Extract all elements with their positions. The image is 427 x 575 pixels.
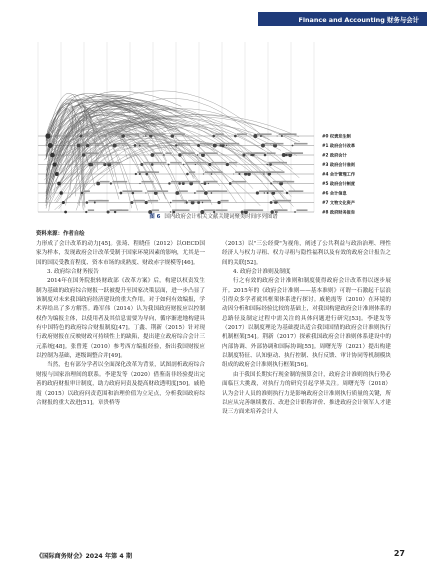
keyword-node (186, 173, 189, 176)
keyword-label-mark (125, 133, 139, 135)
keyword-node (77, 144, 81, 148)
keyword-label-mark (143, 162, 154, 164)
keyword-label-mark (185, 162, 200, 164)
keyword-node (86, 201, 89, 204)
keyword-node (140, 163, 143, 166)
left-paragraph-3: 当然，也有部分学者以全面深化改革为背景，试图剖析政府综合财报与国家治理间的联系。李建发等（2020）借鉴南非经验提出完善的政府财报审计制度，助力政府问责及提高财政透明度[50]。戚艳霞（2015）以政府问责范围和治理价值为立足点，分析我国政府综合财报的重大改进[51]。章贵桥等 (36, 362, 205, 406)
cluster-label: #2 政府会计 (322, 152, 347, 158)
cluster-label: #3 政府会计准则 (322, 162, 356, 167)
keyword-label-mark (194, 200, 208, 202)
keyword-node (171, 134, 175, 138)
keyword-node (208, 163, 211, 166)
keyword-node (211, 173, 213, 175)
figure-caption (0, 212, 427, 220)
keyword-node (178, 153, 181, 156)
keyword-label-mark (85, 152, 99, 154)
keyword-label-mark (200, 143, 213, 145)
figure-source: 资料来源：作者自绘 (36, 231, 85, 237)
keyword-label-mark (145, 133, 153, 135)
keyword-node (168, 164, 170, 166)
keyword-node (270, 183, 272, 185)
keyword-label-mark (147, 190, 160, 192)
keyword-label-mark (175, 209, 189, 211)
keyword-node (260, 135, 262, 137)
keyword-node (263, 173, 264, 174)
keyword-label-mark (257, 133, 263, 135)
keyword-node (212, 135, 215, 138)
keyword-node (234, 135, 237, 138)
section-heading-3: 3. 政府综合财务报告 (47, 269, 99, 276)
keyword-node (113, 143, 117, 147)
keyword-label-mark (165, 152, 171, 154)
keyword-node (229, 182, 232, 185)
keyword-label-mark (264, 143, 278, 145)
hub-node (62, 201, 65, 204)
keyword-node (264, 192, 265, 193)
keyword-node (282, 153, 286, 157)
cluster-label: #8 政府财务报告 (322, 209, 356, 215)
keyword-label-mark (267, 152, 276, 154)
section-header-title: Finance and Accounting 财务与会计 (298, 15, 419, 24)
keyword-node (197, 154, 198, 155)
keyword-label-mark (215, 133, 224, 135)
keyword-node (203, 173, 204, 174)
keyword-node (211, 192, 213, 194)
keyword-label-mark (247, 209, 263, 211)
keyword-label-mark (294, 143, 308, 145)
keyword-label-mark (265, 171, 274, 173)
keyword-label-mark (297, 209, 308, 211)
keyword-label-mark (133, 200, 145, 202)
keyword-node (226, 145, 227, 146)
keyword-label-mark (193, 181, 201, 183)
keyword-node (274, 201, 277, 204)
keyword-node (168, 182, 170, 184)
keyword-node (195, 164, 196, 165)
keyword-label-mark (205, 171, 214, 173)
keyword-node (175, 191, 179, 195)
cluster-label: #6 会计信息 (322, 190, 347, 196)
keyword-label-mark (110, 209, 122, 211)
keyword-node (106, 135, 107, 136)
left-paragraph-1: 力形成了会计改革的动力[45]。张琦、程晓佳（2012）以OECD国家为样本，发现政府会计改革受制于国家环境因素的影响，尤其是一国的国民受教育程度、资本市场的成熟度、财政赤字规模等[46]。 (36, 241, 205, 266)
keyword-node (134, 144, 137, 147)
keyword-node (146, 173, 149, 176)
right-paragraph-3: 由于我国长期实行现金制的预算会计，政府会计准则的执行势必面临巨大挑战，对执行力的研究引起学界关注。周曙光等（2018）认为会计人员的准则执行力是影响政府会计准则执行质量的关键，所以应从完善继续教育、改进会计职称评价、推进政府会计领军人才建设三方面来培养会计人 (222, 371, 391, 416)
keyword-label-mark (179, 190, 188, 192)
keyword-node (145, 135, 147, 137)
keyword-node (120, 192, 123, 195)
keyword-label-mark (259, 190, 266, 192)
keyword-node (139, 173, 141, 175)
keyword-label-mark (148, 171, 159, 173)
keyword-node (197, 144, 200, 147)
keyword-node (242, 153, 245, 156)
keyword-node (201, 183, 202, 184)
keyword-node (163, 154, 165, 156)
keyword-node (139, 183, 140, 184)
keyword-label-mark (229, 162, 237, 164)
keyword-node (267, 164, 268, 165)
keyword-label-mark (232, 181, 247, 183)
keyword-node (285, 154, 288, 157)
keyword-node (292, 145, 294, 147)
cluster-label: #7 文物文化资产 (322, 200, 356, 205)
keyword-label-mark (154, 162, 166, 164)
hub-node (48, 143, 53, 148)
keyword-node (213, 143, 217, 147)
keyword-node (81, 192, 83, 194)
keyword-node (150, 153, 154, 157)
keyword-label-mark (80, 143, 87, 145)
keyword-node (217, 201, 220, 204)
keyword-label-mark (141, 181, 153, 183)
hub-node (52, 162, 56, 166)
keyword-node (145, 192, 146, 193)
keyword-label-mark (112, 181, 127, 183)
page-number: 27 (393, 549, 405, 558)
keyword-node (250, 154, 252, 156)
keyword-node (145, 201, 148, 204)
keyword-node (132, 192, 135, 195)
keyword-label-mark (136, 143, 147, 145)
keyword-node (178, 182, 181, 185)
keyword-label-mark (206, 181, 217, 183)
keyword-label-mark (174, 133, 185, 135)
keyword-label-mark (266, 190, 274, 192)
keyword-label-mark (88, 209, 94, 211)
keyword-label-mark (83, 190, 89, 192)
keyword-node (233, 173, 234, 174)
keyword-node (88, 163, 92, 167)
keyword-node (183, 164, 184, 165)
keyword-label-mark (216, 209, 228, 211)
keyword-label-mark (181, 152, 195, 154)
keyword-label-mark (100, 181, 110, 183)
hub-node (45, 133, 50, 138)
keyword-label-mark (108, 133, 123, 135)
keyword-label-mark (213, 171, 223, 173)
keyword-label-mark (88, 200, 102, 202)
keyword-label-mark (148, 200, 158, 202)
keyword-label-mark (224, 143, 239, 145)
keyword-node (256, 191, 259, 194)
hub-node (57, 182, 61, 186)
keyword-label-mark (204, 209, 215, 211)
keyword-node (94, 202, 96, 204)
hub-node (50, 153, 55, 158)
keyword-label-mark (277, 200, 291, 202)
keyword-label-mark (172, 200, 187, 202)
keyword-node (185, 201, 187, 203)
keyword-label-mark (288, 152, 303, 154)
right-paragraph-1: （2013）以"三公经费"为视角，阐述了公共利益与政治治理、理性经济人与权力寻租、权力寻租与隐性福利以及有效的政府会计报告之间的关联[52]。 (222, 241, 391, 266)
keyword-node (238, 173, 240, 175)
right-column (222, 240, 391, 418)
keyword-label-mark (245, 152, 258, 154)
hub-node (55, 172, 59, 176)
keyword-label-mark (154, 152, 163, 154)
keyword-label-mark (273, 181, 287, 183)
keyword-label-mark (269, 162, 284, 164)
keyword-label-mark (279, 209, 288, 211)
keyword-node (270, 201, 273, 204)
keyword-label-mark (211, 162, 226, 164)
keyword-node (82, 153, 85, 156)
hub-node (60, 191, 63, 194)
keyword-node (170, 202, 172, 204)
keyword-node (175, 144, 177, 146)
journal-footer: 《国际商务财会》2024 年第 4 期 (36, 553, 133, 560)
keyword-label-mark (89, 143, 104, 145)
keyword-node (79, 135, 82, 138)
co-occurrence-arc (77, 146, 151, 205)
keyword-node (253, 134, 257, 138)
keyword-node (281, 135, 283, 137)
keyword-label-mark (289, 190, 304, 192)
cluster-label: #0 权责发生制 (322, 133, 351, 139)
keyword-node (110, 182, 112, 184)
keyword-label-mark (213, 190, 227, 192)
keyword-label-mark (204, 152, 217, 154)
keyword-node (261, 144, 265, 148)
keyword-label-mark (237, 133, 247, 135)
keyword-node (269, 163, 272, 166)
keyword-label-mark (116, 143, 128, 145)
figure-title: 国内政府会计相关文献关键词聚类时间序列图谱 (164, 214, 278, 220)
keyword-node (264, 154, 267, 157)
keyword-node (286, 192, 288, 194)
cluster-label: #5 政府会计制度 (322, 181, 356, 186)
keyword-node (139, 145, 141, 147)
keyword-node (279, 183, 280, 184)
keyword-node (131, 202, 133, 204)
keyword-label-mark (170, 162, 181, 164)
keyword-label-mark (235, 171, 251, 173)
section-header-band (258, 12, 427, 26)
right-paragraph-2: 行之有效的政府会计准则和制度使得政府会计改革得以逐步展开。2015年的《政府会计准则——基本准则》可谓一石激起千层浪引得众多学者就其框架体系进行探讨。戚艳霞等（2010）在环境的动因分析和国际经验比较的基础上，对我国构建政府会计准则体系的总路径及制定过程中需关注的具体问题进行研究[53]。李建发等（2017）以制度理论为基础提出适合我国国情的政府会计准则执行机制框架[54]。荆新（2017）探索我国政府会计准则体系建设中的内部协调、外部协调和国际协调[55]。周曙光等（2021）提出构建以制度特征、认知驱动、执行控制、执行反馈、审计协同等机制模块组成的政府会计准则执行框架[56]。 (222, 278, 391, 369)
keyword-label-mark (196, 190, 205, 192)
co-occurrence-arc (73, 133, 166, 200)
keyword-label-mark (262, 133, 271, 135)
left-column (36, 240, 205, 408)
keyword-node (208, 183, 209, 184)
keyword-node (96, 182, 100, 186)
keyword-node (277, 135, 278, 136)
cluster-label: #4 会计管理工作 (322, 171, 356, 177)
timeline-cluster-figure (36, 40, 406, 215)
left-paragraph-2: 2014年在国务院批转财政部《改革方案》后，构建以权责发生制为基础的政府综合财报一跃被提升至国家决策层面，进一步凸显了该制度对未来我国政府经济建设的重大作用。对于如何有效编报，学术界给出了多方解答。路军伟（2014）认为我国政府财报应以控制权作为编报主体，以使用者及其信息需要为导向，循序渐进地构建具有中国特色的政府综合财报制度[47]。丁鑫、荆新（2015）针对现行政府财报在反映财政可持续性上的缺陷，提出建立政府综合会计三元系统[48]。张曾莲（2010）参考西方编报经验，指出我国财报应以控制为基础，逐级调整合并[49]。 (36, 278, 205, 360)
keyword-node (202, 202, 203, 203)
keyword-label-mark (152, 133, 165, 135)
cluster-label: #1 政府会计改革 (322, 143, 356, 148)
keyword-label-mark (251, 171, 266, 173)
keyword-label-mark (152, 209, 159, 211)
keyword-node (135, 173, 137, 175)
keyword-label-mark (92, 162, 100, 164)
keyword-label-mark (122, 190, 136, 192)
keyword-node (194, 192, 196, 194)
keyword-node (267, 192, 269, 194)
keyword-label-mark (283, 133, 296, 135)
keyword-label-mark (178, 143, 190, 145)
keyword-node (143, 135, 144, 136)
timeline-cluster-graphic (36, 40, 406, 215)
keyword-label-mark (221, 200, 229, 202)
section-heading-4: 4. 政府会计准则及制度 (233, 269, 291, 276)
keyword-label-mark (82, 133, 88, 135)
figure-number: 图 6 (149, 214, 161, 220)
keyword-label-mark (111, 162, 121, 164)
keyword-node (151, 163, 154, 166)
keyword-label-mark (189, 171, 195, 173)
